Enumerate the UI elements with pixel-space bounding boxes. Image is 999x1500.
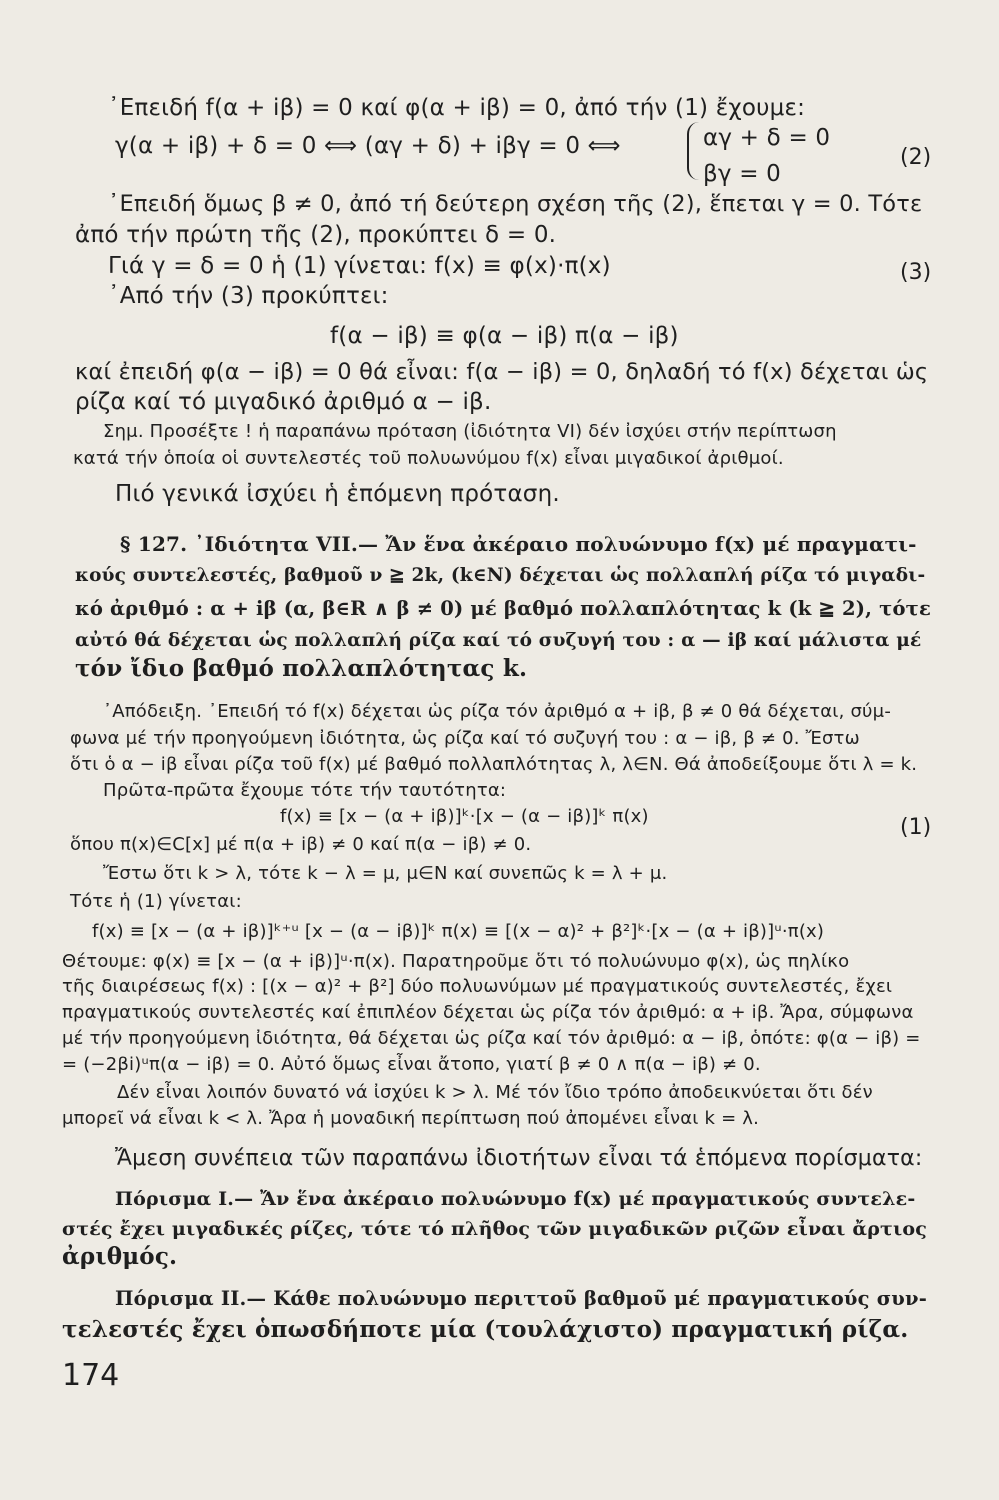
system-brace xyxy=(687,122,699,180)
corollary-line: Πόρισμα Ι.— Ἄν ἕνα ἀκέραιο πολυώνυμο f(x) μέ πραγματικούς συντελε- xyxy=(115,1188,916,1210)
proof-line: = (−2βi)ᵘπ(α − iβ) = 0. Αὐτό ὅμως εἶναι ἄτοπο, γιατί β ≠ 0 ∧ π(α − iβ) ≠ 0. xyxy=(62,1054,761,1075)
proof-line: πραγματικούς συντελεστές καί ἐπιπλέον δέχεται ὡς ρίζα τόν ἀριθμό: α + iβ. Ἄρα, σύμφωνα xyxy=(62,1002,914,1023)
corollary-line: στές ἔχει μιγαδικές ρίζες, τότε τό πλῆθος τῶν μιγαδικῶν ριζῶν εἶναι ἄρτιος xyxy=(62,1218,928,1240)
proof-line: Θέτουμε: φ(x) ≡ [x − (α + iβ)]ᵘ·π(x). Παρατηροῦμε ὅτι τό πολυώνυμο φ(x), ὡς πηλίκο xyxy=(62,951,850,972)
text-line: ρίζα καί τό μιγαδικό ἀριθμό α − iβ. xyxy=(75,389,492,415)
proof-line: τῆς διαιρέσεως f(x) : [(x − α)² + β²] δύο πολυωνύμων μέ πραγματικούς συντελεστές, ἔχει xyxy=(62,976,893,997)
theorem-line: κό ἀριθμό : α + iβ (α, β∈R ∧ β ≠ 0) μέ βαθμό πολλαπλότητας k (k ≧ 2), τότε xyxy=(75,597,932,620)
note-line: κατά τήν ὁποία οἱ συντελεστές τοῦ πολυωνύμου f(x) εἶναι μιγαδικοί ἀριθμοί. xyxy=(73,448,784,469)
text-line: ᾿Επειδή ὅμως β ≠ 0, ἀπό τή δεύτερη σχέση τῆς (2), ἕπεται γ = 0. Τότε xyxy=(108,191,923,217)
equation-line: f(x) ≡ [x − (α + iβ)]ᵏ·[x − (α − iβ)]ᵏ π(x) xyxy=(280,806,649,827)
proof-line: ὅτι ὁ α − iβ εἶναι ρίζα τοῦ f(x) μέ βαθμό πολλαπλότητας λ, λ∈N. Θά ἀποδείξουμε ὅτι λ = k. xyxy=(70,754,918,775)
note-line: Σημ. Προσέξτε ! ἡ παραπάνω πρόταση (ἰδιότητα VI) δέν ἰσχύει στήν περίπτωση xyxy=(103,421,837,442)
proof-line: ὅπου π(x)∈C[x] μέ π(α + iβ) ≠ 0 καί π(α − iβ) ≠ 0. xyxy=(70,834,532,855)
equation-tag: (3) xyxy=(900,260,932,285)
proof-line: Δέν εἶναι λοιπόν δυνατό νά ἰσχύει k > λ. Μέ τόν ἴδιο τρόπο ἀποδεικνύεται ὅτι δέν xyxy=(117,1082,873,1103)
text-line: Πιό γενικά ἰσχύει ἡ ἑπόμενη πρόταση. xyxy=(115,481,560,507)
equation-line: γ(α + iβ) + δ = 0 ⟺ (αγ + δ) + iβγ = 0 ⟺ xyxy=(115,133,621,159)
theorem-line: κούς συντελεστές, βαθμοῦ ν ≧ 2k, (k∈N) δέχεται ὡς πολλαπλή ρίζα τό μιγαδι- xyxy=(75,565,926,586)
equation-line: f(α − iβ) ≡ φ(α − iβ) π(α − iβ) xyxy=(330,323,679,349)
section-heading: § 127. ᾿Ιδιότητα VII.— Ἄν ἕνα ἀκέραιο πολυώνυμο f(x) μέ πραγματι- xyxy=(120,532,917,556)
proof-line: Τότε ἡ (1) γίνεται: xyxy=(70,891,242,912)
corollary-line: τελεστές ἔχει ὁπωσδήποτε μία (τουλάχιστο) πραγματική ρίζα. xyxy=(62,1316,909,1343)
text-line: ᾿Από τήν (3) προκύπτει: xyxy=(108,283,389,309)
proof-line: φωνα μέ τήν προηγούμενη ἰδιότητα, ὡς ρίζα καί τό συζυγή του : α − iβ, β ≠ 0. Ἔστω xyxy=(70,728,860,749)
theorem-line: τόν ἴδιο βαθμό πολλαπλότητας k. xyxy=(75,655,528,682)
corollary-line: Πόρισμα ΙΙ.— Κάθε πολυώνυμο περιττοῦ βαθμοῦ μέ πραγματικούς συν- xyxy=(115,1287,928,1310)
page-number: 174 xyxy=(62,1358,120,1393)
equation-tag: (2) xyxy=(900,145,932,170)
text-line: καί ἐπειδή φ(α − iβ) = 0 θά εἶναι: f(α − iβ) = 0, δηλαδή τό f(x) δέχεται ὡς xyxy=(75,359,929,385)
corollary-line: ἀριθμός. xyxy=(62,1243,178,1270)
equation-tag: (1) xyxy=(900,815,932,840)
equation-line: βγ = 0 xyxy=(703,161,782,187)
proof-line: ᾿Απόδειξη. ᾿Επειδή τό f(x) δέχεται ὡς ρίζα τόν ἀριθμό α + iβ, β ≠ 0 θά δέχεται, σύμ- xyxy=(103,701,892,722)
text-line: ᾿Επειδή f(α + iβ) = 0 καί φ(α + iβ) = 0, ἀπό τήν (1) ἔχουμε: xyxy=(108,95,806,121)
proof-line: Πρῶτα-πρῶτα ἔχουμε τότε τήν ταυτότητα: xyxy=(103,780,507,801)
theorem-line: αὐτό θά δέχεται ὡς πολλαπλή ρίζα καί τό συζυγή του : α — iβ καί μάλιστα μέ xyxy=(75,630,922,651)
equation-line: αγ + δ = 0 xyxy=(703,125,831,151)
proof-line: Ἔστω ὅτι k > λ, τότε k − λ = μ, μ∈N καί συνεπῶς k = λ + μ. xyxy=(103,863,668,884)
proof-line: μπορεῖ νά εἶναι k < λ. Ἄρα ἡ μοναδική περίπτωση πού ἀπομένει εἶναι k = λ. xyxy=(62,1108,760,1129)
text-line: Γιά γ = δ = 0 ἡ (1) γίνεται: f(x) ≡ φ(x)·π(x) xyxy=(108,253,611,279)
text-line: ἀπό τήν πρώτη τῆς (2), προκύπτει δ = 0. xyxy=(75,222,557,248)
text-line: Ἄμεση συνέπεια τῶν παραπάνω ἰδιοτήτων εἶναι τά ἑπόμενα πορίσματα: xyxy=(115,1146,923,1171)
equation-line: f(x) ≡ [x − (α + iβ)]ᵏ⁺ᵘ [x − (α − iβ)]ᵏ π(x) ≡ [(x − α)² + β²]ᵏ·[x − (α + iβ)]ᵘ·π(x) xyxy=(92,921,825,942)
proof-line: μέ τήν προηγούμενη ἰδιότητα, θά δέχεται ὡς ρίζα καί τόν ἀριθμό: α − iβ, ὁπότε: φ(α − iβ) = xyxy=(62,1028,921,1049)
